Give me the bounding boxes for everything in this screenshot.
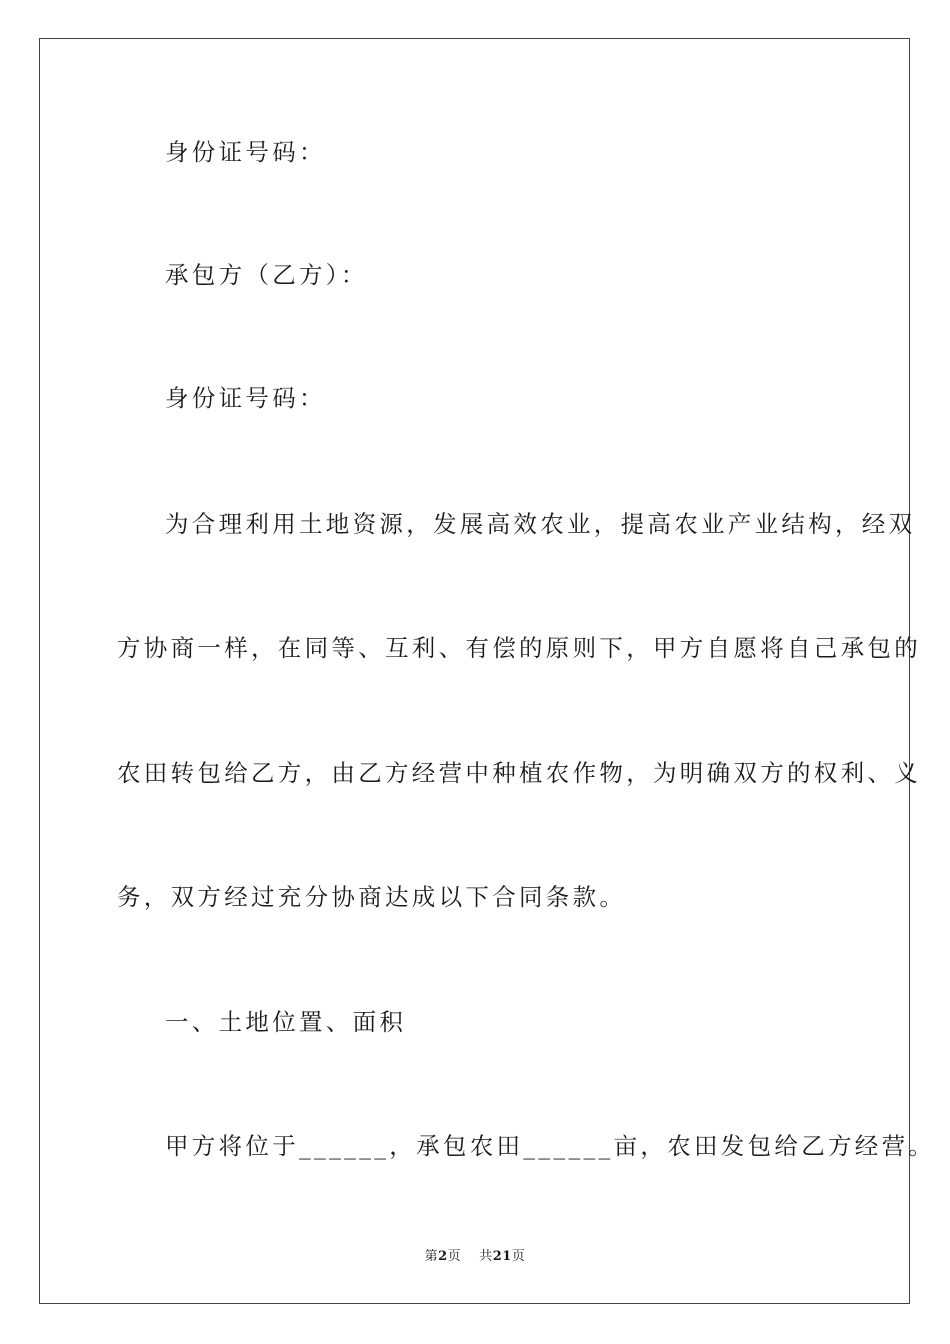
footer-total-unit: 页 [511,1249,526,1264]
preamble-line-1: 为合理利用土地资源，发展高效农业，提高农业产业结构，经双 [165,510,916,538]
party-b-label: 承包方（乙方）： [165,261,368,289]
footer-total-prefix: 共 [479,1249,493,1264]
page-footer [0,1250,950,1263]
footer-page-current: 2 [438,1249,448,1264]
preamble-line-4: 务，双方经过充分协商达成以下合同条款。 [117,883,627,911]
land-clause: 甲方将位于______，承包农田______亩，农田发包给乙方经营。 [165,1132,936,1160]
party-a-id-label: 身份证号码： [165,138,326,166]
footer-page-unit: 页 [447,1249,462,1264]
page-border [39,38,910,1304]
party-b-id-label: 身份证号码： [165,384,326,412]
preamble-line-2: 方协商一样，在同等、互利、有偿的原则下，甲方自愿将自己承包的 [117,634,921,662]
section-heading-land: 一、土地位置、面积 [165,1008,407,1036]
preamble-line-3: 农田转包给乙方，由乙方经营中种植农作物，为明确双方的权利、义 [117,759,921,787]
footer-page-total: 21 [492,1249,512,1264]
footer-page-prefix: 第 [424,1249,439,1264]
